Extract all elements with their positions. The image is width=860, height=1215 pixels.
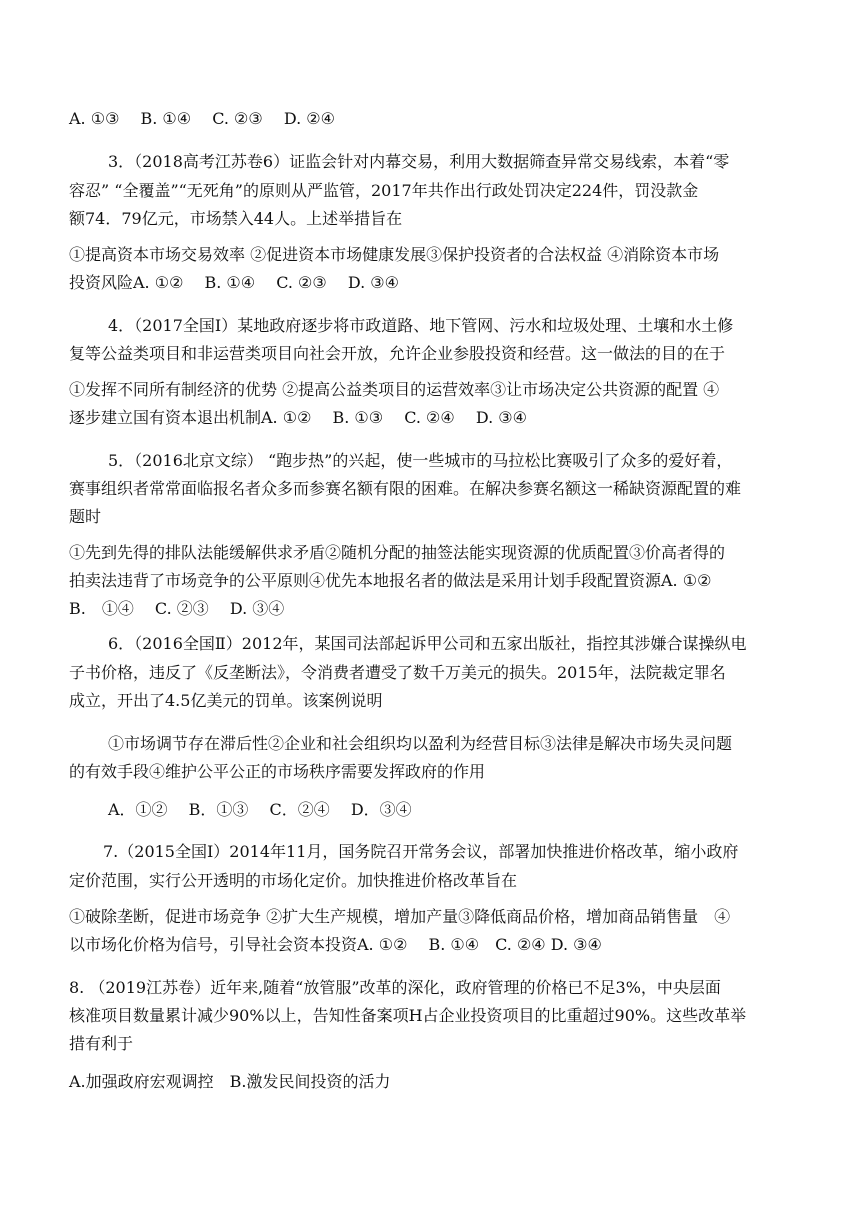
question-5-options-line-2: 拍卖法违背了市场竞争的公平原则④优先本地报名者的做法是采用计划手段配置资源A. ①②	[69, 571, 712, 590]
question-5-options-line-3: B. ①④ C. ②③ D. ③④	[69, 599, 285, 618]
question-3-options-line-2: 投资风险A. ①② B. ①④ C. ②③ D. ③④	[69, 273, 399, 292]
question-6-statements-line-1: ①市场调节存在滞后性②企业和社会组织均以盈利为经营目标③法律是解决市场失灵问题	[108, 734, 733, 753]
question-5-line-3: 题时	[69, 507, 102, 526]
question-4-options-line-1: ①发挥不同所有制经济的优势 ②提高公益类项目的运营效率③让市场决定公共资源的配置 ④	[69, 380, 720, 399]
question-7-options-line-2: 以市场化价格为信号，引导社会资本投资A. ①② B. ①④ C. ②④ D. ③④	[69, 935, 602, 954]
question-6-line-1: 6．（2016全国Ⅱ）2012年，某国司法部起诉甲公司和五家出版社，指控其涉嫌合谋操纵电	[108, 634, 747, 653]
question-8-line-3: 措有利于	[69, 1034, 134, 1053]
question-4-line-1: 4．（2017全国Ⅰ）某地政府逐步将市政道路、地下管网、污水和垃圾处理、土壤和水土修	[108, 316, 734, 335]
question-3-line-1: 3．（2018高考江苏卷6）证监会针对内幕交易，利用大数据筛查异常交易线索，本着“零	[108, 152, 730, 171]
question-8-options: A.加强政府宏观调控 B.激发民间投资的活力	[69, 1072, 391, 1091]
question-4-options-line-2: 逐步建立国有资本退出机制A. ①② B. ①③ C. ②④ D. ③④	[69, 408, 527, 427]
question-7-line-1: 7.（2015全国Ⅰ）2014年11月，国务院召开常务会议，部署加快推进价格改革，缩小政府	[103, 842, 739, 861]
question-6-line-2: 子书价格，违反了《反垄断法》，令消费者遭受了数千万美元的损失。2015年，法院裁定罪名	[69, 663, 726, 682]
question-5-options-line-1: ①先到先得的排队法能缓解供求矛盾②随机分配的抽签法能实现资源的优质配置③价高者得的	[69, 543, 726, 562]
question-4-line-2: 复等公益类项目和非运营类项目向社会开放，允许企业参股投资和经营。这一做法的目的在于	[69, 344, 726, 363]
answer-options-q2: A. ①③ B. ①④ C. ②③ D. ②④	[69, 109, 335, 128]
question-3-options-line-1: ①提高资本市场交易效率 ②促进资本市场健康发展③保护投资者的合法权益 ④消除资本市场	[69, 245, 720, 264]
question-7-options-line-1: ①破除垄断，促进市场竞争 ②扩大生产规模，增加产量③降低商品价格，增加商品销售量 ④	[69, 907, 731, 926]
question-8-line-1: 8. （2019江苏卷）近年来,随着“放管服”改革的深化，政府管理的价格已不足3%，中央层面	[69, 978, 721, 997]
question-6-statements-line-2: 的有效手段④维护公平公正的市场秩序需要发挥政府的作用	[69, 762, 486, 781]
question-7-line-2: 定价范围，实行公开透明的市场化定价。加快推进价格改革旨在	[69, 871, 518, 890]
question-6-answer-options: A．①② B．①③ C．②④ D．③④	[108, 800, 412, 819]
question-3-line-2: 容忍” “全覆盖”“无死角”的原则从严监管，2017年共作出行政处罚决定224件，罚没款金	[69, 181, 699, 200]
question-6-line-3: 成立，开出了4.5亿美元的罚单。该案例说明	[69, 691, 383, 710]
question-5-line-2: 赛事组织者常常面临报名者众多而参赛名额有限的困难。在解决参赛名额这一稀缺资源配置的难	[69, 479, 742, 498]
question-3-line-3: 额74．79亿元，市场禁入44人。上述举措旨在	[69, 209, 403, 228]
question-5-line-1: 5．（2016北京文综） “跑步热”的兴起，使一些城市的马拉松比赛吸引了众多的爱好着，	[108, 451, 733, 470]
question-8-line-2: 核准项目数量累计减少90%以上，告知性备案项H占企业投资项目的比重超过90%。这些改革举	[69, 1006, 747, 1025]
